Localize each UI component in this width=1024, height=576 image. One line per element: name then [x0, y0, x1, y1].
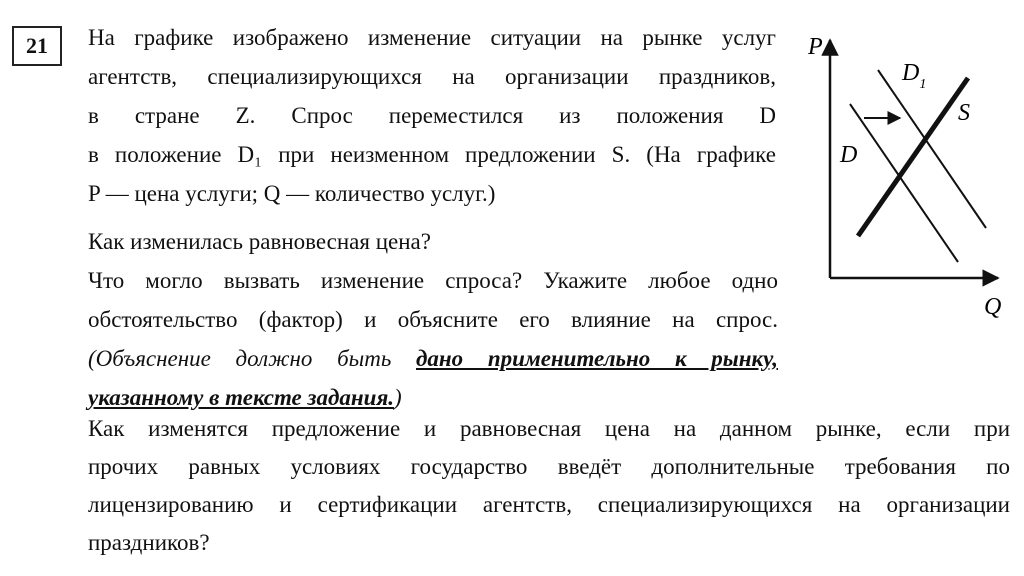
- task-intro: [88, 18, 776, 213]
- question-2-line: Что могло вызвать изменение спроса? Укажите любое одно: [88, 268, 778, 293]
- task-number: 21: [12, 26, 62, 66]
- question-3-line: лицензированию и сертификации агентств, специализирующихся на организации: [88, 492, 1010, 517]
- x-axis-label: Q: [984, 294, 1002, 320]
- note-line: [88, 339, 778, 378]
- demand-new-letter: D: [902, 60, 920, 86]
- question-2-line: обстоятельство (фактор) и объясните его влияние на спрос.: [88, 307, 778, 332]
- question-3-line: прочих равных условиях государство введёт дополнительные требования по: [88, 454, 1010, 479]
- supply-curve: [858, 78, 968, 236]
- intro-line: На графике изображено изменение ситуации на рынке услуг: [88, 25, 776, 50]
- demand-label: D: [840, 142, 858, 168]
- questions-block: [88, 222, 778, 417]
- note-underlined: указанному в тексте задания.: [88, 385, 395, 410]
- supply-label: S: [958, 100, 970, 126]
- supply-demand-graph: [800, 22, 1020, 322]
- y-axis-label: P: [808, 34, 823, 60]
- demand-new-subscript: 1: [919, 77, 927, 92]
- intro-line: P — цена услуги; Q — количество услуг.): [88, 181, 496, 206]
- note-prefix: (Объяснение должно быть: [88, 346, 416, 371]
- demand-new-label: [901, 60, 926, 92]
- intro-line: в положение D₁ при неизменном предложении S. (На графике: [88, 142, 776, 167]
- note-suffix: ): [394, 385, 402, 410]
- demand-new-curve: [878, 70, 986, 228]
- question-3-line: праздников?: [88, 530, 210, 555]
- question-3: [88, 410, 1010, 562]
- note-underlined: дано применительно к рынку,: [416, 346, 778, 371]
- intro-line: агентств, специализирующихся на организации праздников,: [88, 64, 776, 89]
- question-3-line: Как изменятся предложение и равновесная цена на данном рынке, если при: [88, 416, 1010, 441]
- question-1: Как изменилась равновесная цена?: [88, 229, 431, 254]
- intro-line: в стране Z. Спрос переместился из положения D: [88, 103, 776, 128]
- demand-curve: [850, 104, 958, 262]
